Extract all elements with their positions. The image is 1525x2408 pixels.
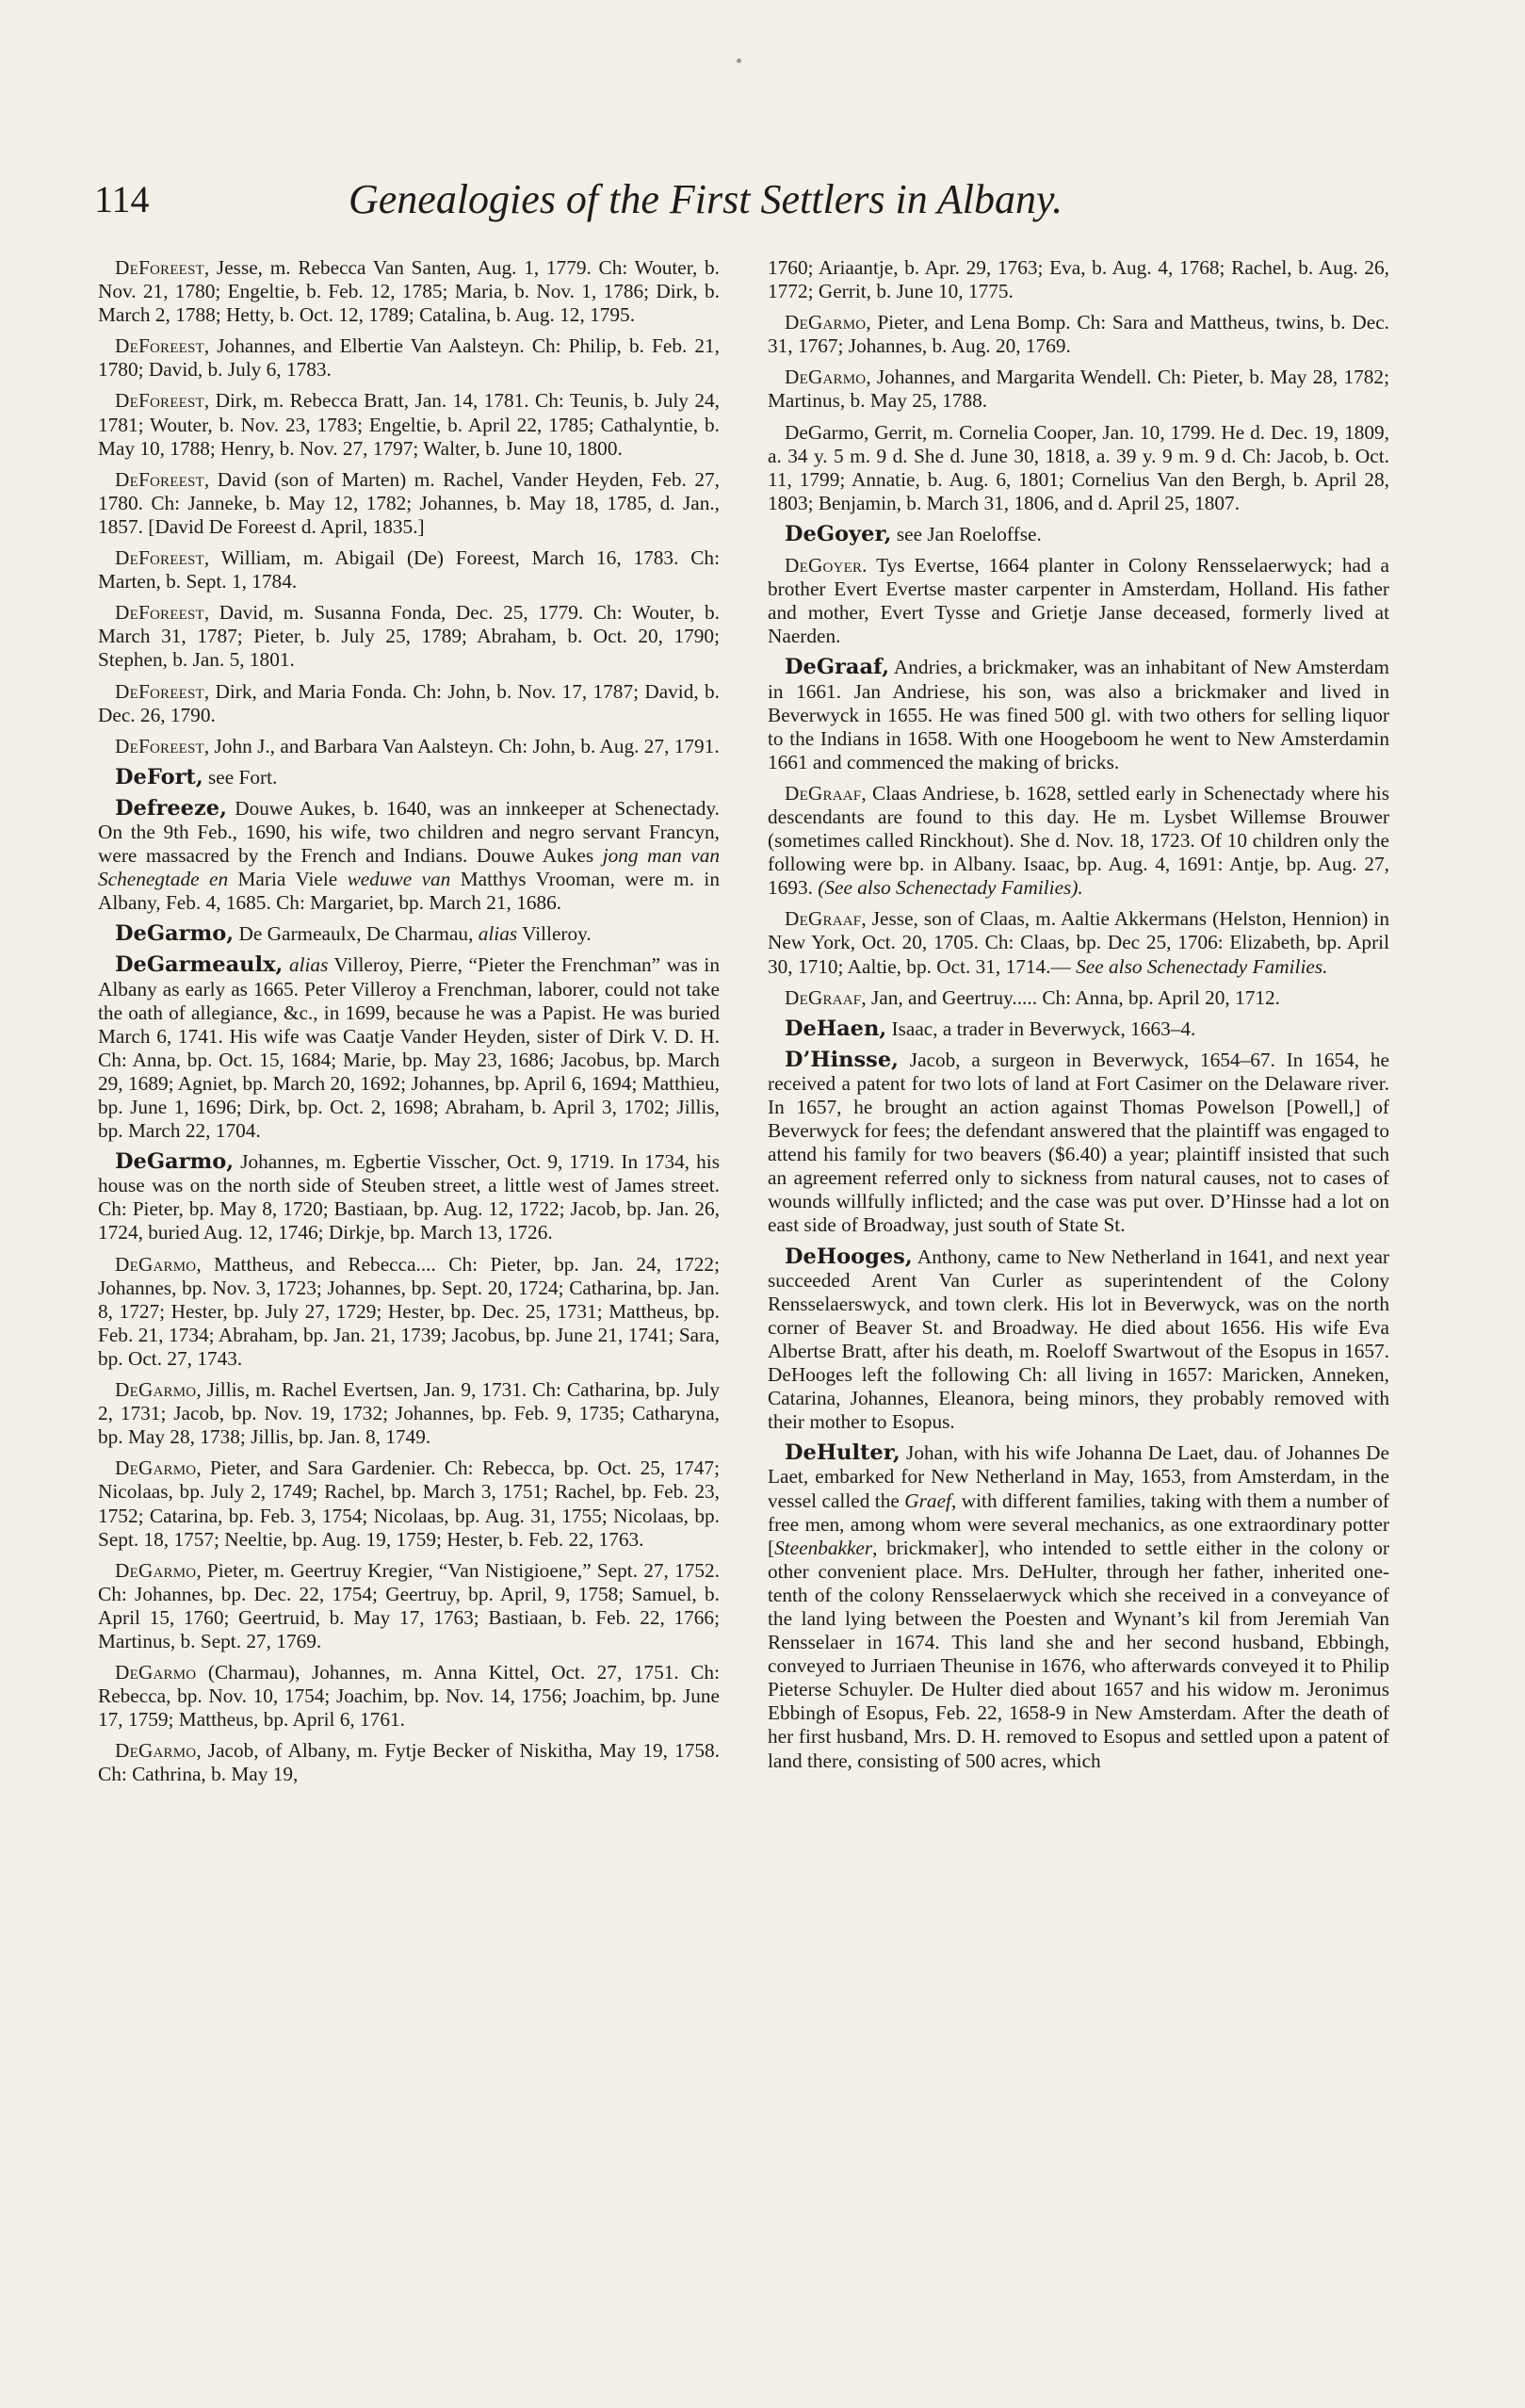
- entry-text: weduwe van: [347, 868, 451, 891]
- entry-text: , Jacob, of Albany, m. Fytje Becker of Niskitha, May 19, 1758. Ch: Cathrina, b. May 19,: [98, 1739, 720, 1786]
- entry-text: Graef: [904, 1489, 951, 1512]
- entry-surname: DeForeest: [115, 734, 204, 757]
- entry-text: , Pieter, m. Geertruy Kregier, “Van Nistigioene,” Sept. 27, 1752. Ch: Johannes, bp. Dec. 22, 1754; Geertruy, bp. April, 9, 1758; Samuel, b. April 15, 1760; Geertruid, b. May 17, 1763; Bastiaan, b. Feb. 22, 1766; Martinus, b. Sept. 27, 1769.: [98, 1558, 720, 1652]
- genealogy-entry: [768, 1441, 1389, 1772]
- genealogy-entry: [768, 1049, 1389, 1238]
- entry-surname: DeGarmo: [115, 1739, 197, 1763]
- entry-surname: DeGraaf: [785, 985, 862, 1009]
- entry-surname: DeGarmo: [115, 1252, 197, 1276]
- genealogy-entry: [768, 986, 1389, 1010]
- entry-text: Douwe Aukes, b. 1640, was an innkeeper at Schenectady. On the 9th Feb., 1690, his wife, two children and negro servant Francyn, were massacred by the French and Indians. Douwe Aukes: [98, 796, 720, 868]
- genealogy-entry: [98, 334, 720, 382]
- genealogy-entry: [98, 546, 720, 594]
- entry-surname: DeForeest: [115, 334, 204, 358]
- entry-headword: DeHaen,: [785, 1016, 887, 1041]
- entry-text: Andries, a brickmaker, was an inhabitant of New Amsterdam in 1661. Jan Andriese, his son, was also a brickmaker and lived in Beverwyck in 1655. He was fined 500 gl. with two others for selling liquor to the Indians in 1658. With one Hoogeboom he went to New Amsterdamin 1661 and commenced the making of bricks.: [768, 656, 1389, 773]
- genealogy-entry: [768, 656, 1389, 773]
- left-column: [98, 256, 720, 1795]
- entry-text: see Jan Roeloffse.: [891, 522, 1042, 545]
- entry-text: Isaac, a trader in Beverwyck, 1663–4.: [886, 1017, 1196, 1040]
- entry-surname: DeGarmo: [115, 1378, 197, 1402]
- entry-surname: DeGraaf: [785, 907, 862, 931]
- genealogy-entry: [768, 1017, 1389, 1041]
- genealogy-entry: [98, 1661, 720, 1732]
- entry-text: . Tys Evertse, 1664 planter in Colony Rensselaerwyck; had a brother Evert Evertse master carpenter in Amsterdam, Holland. His father and mother, Evert Tysse and Grietje Janse deceased, formerly lived at Naerden.: [768, 554, 1389, 648]
- entry-text: Steenbakker: [774, 1536, 873, 1559]
- genealogy-entry: [98, 389, 720, 460]
- genealogy-entry: [98, 953, 720, 1143]
- entry-text: DeGarmo, Gerrit, m. Cornelia Cooper, Jan. 10, 1799. He d. Dec. 19, 1809, a. 34 y. 5 m. 9 d. She d. June 30, 1818, a. 39 y. 9 m. 9 d. Ch: Jacob, b. Oct. 11, 1799; Annatie, b. Aug. 6, 1801; Cornelius Van den Bergh, b. April 28, 1803; Benjamin, b. March 31, 1806, and d. April 25, 1807.: [768, 420, 1389, 514]
- entry-surname: DeForeest: [115, 256, 204, 279]
- entry-text: , David, m. Susanna Fonda, Dec. 25, 1779. Ch: Wouter, b. March 31, 1787; Pieter, b. July 25, 1789; Abraham, b. Oct. 20, 1790; Stephen, b. Jan. 5, 1801.: [98, 601, 720, 672]
- entry-text: (See also Schenectady Families).: [818, 876, 1083, 900]
- entry-surname: DeForeest: [115, 467, 204, 491]
- entry-headword: DeFort,: [115, 764, 203, 789]
- entry-headword: DeGraaf,: [785, 655, 890, 680]
- entry-text: , Pieter, and Sara Gardenier. Ch: Rebecca, bp. Oct. 25, 1747; Nicolaas, bp. July 2, 1749; Rachel, bp. March 3, 1751; Rachel, bp. Feb. 23, 1752; Catarina, bp. Feb. 3, 1754; Nicolaas, bp. Aug. 31, 1755; Nicolaas, bp. Sept. 18, 1757; Neeltie, bp. Aug. 19, 1759; Hester, b. Feb. 22, 1763.: [98, 1456, 720, 1551]
- entry-surname: DeGarmo: [115, 1456, 197, 1480]
- entry-text: , Claas Andriese, b. 1628, settled early in Schenectady where his descendants are found to this day. He m. Lysbet Willemse Brouwer (sometimes called Rinckhout). She d. Nov. 18, 1723. Of 10 children only the following were bp. in Albany. Isaac, bp. Aug. 4, 1691: Antje, bp. Aug. 27, 1693.: [768, 781, 1389, 900]
- entry-text: Johan, with his wife Johanna De Laet, dau. of Johannes De Laet, embarked for New Netherland in May, 1653, from Amsterdam, in the vessel called the: [768, 1441, 1389, 1512]
- genealogy-entry: [768, 256, 1389, 303]
- genealogy-entry: [768, 523, 1389, 546]
- entry-surname: DeGoyer: [785, 554, 863, 578]
- genealogy-entry: [768, 554, 1389, 648]
- entry-text: , Jesse, son of Claas, m. Aaltie Akkermans (Helston, Hennion) in New York, Oct. 20, 1705. Ch: Claas, bp. Dec 25, 1706: Elizabeth, bp. April 30, 1710; Aaltie, bp. Oct. 31, 1714.—: [768, 907, 1389, 978]
- genealogy-entry: [768, 421, 1389, 515]
- entry-text: , Pieter, and Lena Bomp. Ch: Sara and Mattheus, twins, b. Dec. 31, 1767; Johannes, b. Aug. 20, 1769.: [768, 311, 1389, 358]
- entry-text: 1760; Ariaantje, b. Apr. 29, 1763; Eva, b. Aug. 4, 1768; Rachel, b. Aug. 26, 1772; Gerrit, b. June 10, 1775.: [768, 256, 1389, 303]
- entry-text: , David (son of Marten) m. Rachel, Vander Heyden, Feb. 27, 1780. Ch: Janneke, b. May 12, 1782; Johannes, b. May 18, 1785, d. Jan., 1857. [David De Foreest d. April, 1835.]: [98, 467, 720, 538]
- genealogy-entry: [98, 680, 720, 727]
- entry-text: see Fort.: [203, 765, 278, 789]
- entry-text: , William, m. Abigail (De) Foreest, March 16, 1783. Ch: Marten, b. Sept. 1, 1784.: [98, 546, 720, 594]
- genealogy-entry: [98, 256, 720, 327]
- entry-text: alias: [478, 922, 518, 946]
- entry-surname: DeForeest: [115, 601, 204, 625]
- entry-surname: DeForeest: [115, 679, 204, 703]
- genealogy-entry: [98, 797, 720, 915]
- entry-headword: Defreeze,: [115, 795, 227, 821]
- entry-headword: DeHulter,: [785, 1440, 900, 1466]
- entry-surname: DeForeest: [115, 546, 204, 570]
- genealogy-entry: [98, 922, 720, 946]
- entry-surname: DeGraaf: [785, 781, 862, 805]
- entry-surname: DeGarmo: [115, 1558, 197, 1582]
- genealogy-entry: [98, 766, 720, 789]
- entry-text: , Johannes, and Margarita Wendell. Ch: Pieter, b. May 28, 1782; Martinus, b. May 25, 1788.: [768, 366, 1389, 413]
- entry-text: , Johannes, and Elbertie Van Aalsteyn. Ch: Philip, b. Feb. 21, 1780; David, b. July 6, 1783.: [98, 334, 720, 382]
- entry-text: , Jillis, m. Rachel Evertsen, Jan. 9, 1731. Ch: Catharina, bp. July 2, 1731; Jacob, bp. Nov. 19, 1732; Johannes, bp. Feb. 9, 1735; Catharyna, bp. May 28, 1738; Jillis, bp. Jan. 8, 1749.: [98, 1378, 720, 1449]
- genealogy-entry: [768, 907, 1389, 978]
- genealogy-entry: [98, 1253, 720, 1371]
- entry-text: Jacob, a surgeon in Beverwyck, 1654–67. In 1654, he received a patent for two lots of land at Fort Casimer on the Delaware river. In 1657, he brought an action against Thomas Powelson [Powell,] of Beverwyck for fees; the defendant answered that the plaintiff was engaged to attend his family for two beavers ($6.40) a year; plaintiff insisted that such an agreement referred only to sickness from natural causes, not to cases of wounds willfully inflicted; and the case was put over. D’Hinsse had a lot on east side of Broadway, just south of State St.: [768, 1048, 1389, 1237]
- entry-text: Johannes, m. Egbertie Visscher, Oct. 9, 1719. In 1734, his house was on the north side of Steuben street, a little west of James street. Ch: Pieter, bp. May 8, 1720; Bastiaan, bp. Aug. 12, 1722; Jacob, bp. Jan. 26, 1724, buried Aug. 12, 1746; Dirkje, bp. March 13, 1726.: [98, 1150, 720, 1245]
- entry-text: (Charmau), Johannes, m. Anna Kittel, Oct. 27, 1751. Ch: Rebecca, bp. Nov. 10, 1754; Joachim, bp. Nov. 14, 1756; Joachim, bp. June 17, 1759; Mattheus, bp. April 6, 1761.: [98, 1661, 720, 1732]
- genealogy-entry: [98, 1378, 720, 1449]
- entry-text: alias: [288, 953, 329, 977]
- entry-text: [283, 953, 289, 976]
- entry-text: jong man van Schenegtade en: [98, 844, 721, 891]
- entry-text: , John J., and Barbara Van Aalsteyn. Ch: John, b. Aug. 27, 1791.: [203, 734, 720, 757]
- genealogy-entry: [768, 311, 1389, 358]
- genealogy-entry: [98, 1559, 720, 1653]
- genealogy-entry: [768, 782, 1389, 900]
- entry-surname: DeGarmo: [785, 366, 867, 389]
- genealogy-entry: [768, 1245, 1389, 1435]
- running-title: Genealogies of the First Settlers in Albany.: [349, 176, 1063, 222]
- entry-headword: DeGarmo,: [115, 1149, 235, 1175]
- entry-text: Maria Viele: [228, 868, 348, 891]
- entry-text: Anthony, came to New Netherland in 1641, and next year succeeded Arent Van Curler as superintendent of the Colony Rensselaerswyck, and town clerk. His lot in Beverwyck, was on the north corner of Beaver St. and Broadway. He died about 1656. His wife Eva Albertse Bratt, after his death, m. Roeloff Swartwout of the Esopus in 1657. DeHooges left the following Ch: all living in 1657: Maricken, Anneken, Catarina, Johannes, Eleanora, being minors, they probably removed with their mother to Esopus.: [768, 1245, 1389, 1434]
- entry-text: , Dirk, and Maria Fonda. Ch: John, b. Nov. 17, 1787; David, b. Dec. 26, 1790.: [98, 679, 720, 726]
- entry-text: See also Schenectady Families.: [1076, 954, 1328, 978]
- page-number: 114: [94, 178, 150, 220]
- entry-surname: DeGarmo: [115, 1661, 197, 1684]
- entry-text: , Dirk, m. Rebecca Bratt, Jan. 14, 1781. Ch: Teunis, b. July 24, 1781; Wouter, b. Nov. 23, 1783; Engeltie, b. April 22, 1785; Cathalyntie, b. May 10, 1788; Henry, b. Nov. 27, 1797; Walter, b. June 10, 1800.: [98, 389, 720, 460]
- entry-text: , with different families, taking with them a number of free men, among whom were several mechanics, as one extraordinary potter [: [768, 1489, 1389, 1559]
- entry-text: , Jan, and Geertruy..... Ch: Anna, bp. April 20, 1712.: [861, 985, 1280, 1009]
- entry-text: , Jesse, m. Rebecca Van Santen, Aug. 1, 1779. Ch: Wouter, b. Nov. 21, 1780; Engeltie, b. Feb. 12, 1785; Maria, b. Nov. 1, 1786; Dirk, b. March 2, 1788; Hetty, b. Oct. 12, 1789; Catalina, b. Aug. 12, 1795.: [98, 256, 720, 327]
- entry-text: , brickmaker], who intended to settle either in the colony or other convenient place. Mrs. DeHulter, through her father, inherited one-tenth of the colony Rensselaerwyck which she received in a conveyance of the land lying between the Poesten and Wynant’s kil from Jeremiah Van Rensselaer in 1674. This land she and her second husband, Ebbingh, conveyed to Jurriaen Theunise in 1676, who afterwards conveyed it to Philip Pieterse Schuyler. De Hulter died about 1657 and his widow m. Jeronimus Ebbingh of Esopus, Feb. 22, 1658-9 in New Amsterdam. After the death of her first husband, Mrs. D. H. removed to Esopus and settled upon a patent of land there, consisting of 500 acres, which: [768, 1536, 1389, 1772]
- entry-headword: DeGarmo,: [115, 921, 235, 947]
- right-column: [768, 256, 1389, 1781]
- genealogy-entry: [98, 468, 720, 539]
- genealogy-entry: [98, 1150, 720, 1245]
- genealogy-entry: [98, 601, 720, 672]
- entry-headword: DeGarmeaulx,: [115, 952, 284, 978]
- page-speck: [737, 58, 741, 63]
- entry-text: , Mattheus, and Rebecca.... Ch: Pieter, bp. Jan. 24, 1722; Johannes, bp. Nov. 3, 1723; Johannes, bp. Sept. 20, 1724; Catharina, bp. Jan. 8, 1727; Hester, bp. July 27, 1729; Hester, bp. Dec. 25, 1731; Mattheus, bp. Feb. 21, 1734; Abraham, bp. Jan. 21, 1739; Jacobus, bp. June 21, 1741; Sara, bp. Oct. 27, 1743.: [98, 1252, 720, 1370]
- entry-text: De Garmeaulx, De Charmau,: [234, 922, 479, 946]
- genealogy-entry: [768, 366, 1389, 413]
- entry-headword: DeHooges,: [785, 1244, 913, 1269]
- entry-headword: DeGoyer,: [785, 521, 892, 546]
- genealogy-entry: [98, 1456, 720, 1551]
- genealogy-entry: [98, 735, 720, 758]
- entry-surname: DeForeest: [115, 389, 204, 413]
- entry-text: Villeroy, Pierre, “Pieter the Frenchman” was in Albany as early as 1665. Peter Villeroy a Frenchman, laborer, could not take the oath of allegiance, &c., in 1699, because he was a Papist. He was buried March 6, 1741. His wife was Caatje Vander Heyden, sister of Dirk V. D. H. Ch: Anna, bp. Oct. 15, 1684; Marie, bp. May 23, 1686; Jacobus, bp. March 29, 1689; Agniet, bp. March 20, 1692; Johannes, bp. April 6, 1694; Matthieu, bp. June 1, 1696; Dirk, bp. Oct. 2, 1698; Abraham, b. April 3, 1702; Jillis, bp. March 22, 1704.: [98, 953, 720, 1143]
- entry-text: Villeroy.: [517, 922, 592, 946]
- page-header: [94, 175, 1413, 232]
- entry-text: Matthys Vrooman, were m. in Albany, Feb. 4, 1685. Ch: Margariet, bp. March 21, 1686.: [98, 868, 720, 915]
- genealogy-entry: [98, 1739, 720, 1786]
- entry-surname: DeGarmo: [785, 311, 867, 334]
- entry-headword: D’Hinsse,: [785, 1047, 899, 1072]
